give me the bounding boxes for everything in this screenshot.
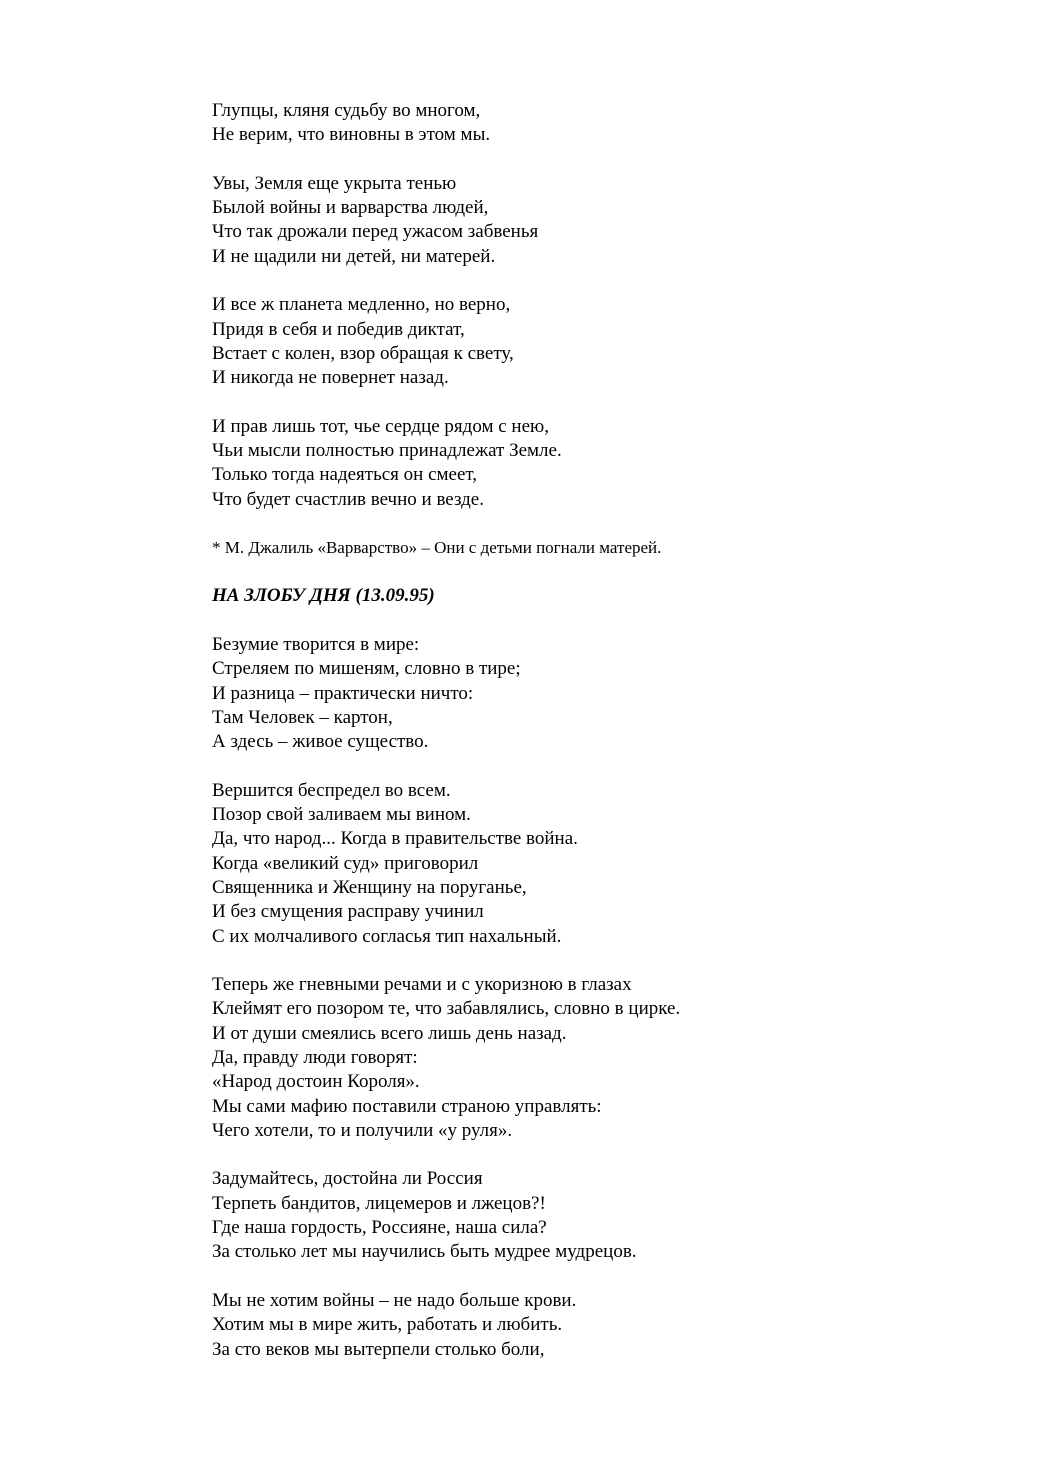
poem-line: Мы сами мафию поставили страною управлять: <box>212 1095 602 1117</box>
poem-line: И прав лишь тот, чье сердце рядом с нею, <box>212 415 549 437</box>
stanza <box>212 1167 972 1264</box>
poem-line: Былой войны и варварства людей, <box>212 197 489 219</box>
poem-line: Задумайтесь, достойна ли Россия <box>212 1168 483 1190</box>
poem-line: Клеймят его позором те, что забавлялись, словно в цирке. <box>212 998 681 1020</box>
poem-line: Чего хотели, то и получили «у руля». <box>212 1119 513 1141</box>
stanza <box>212 99 972 148</box>
poem-line: Священника и Женщину на поруганье, <box>212 876 527 898</box>
poem-line: Безумие творится в мире: <box>212 633 420 655</box>
poem-line: И разница – практически ничто: <box>212 682 474 704</box>
poem-line: Вершится беспредел во всем. <box>212 779 451 801</box>
poem-line: Мы не хотим войны – не надо больше крови. <box>212 1289 577 1311</box>
poem-line: Там Человек – картон, <box>212 706 393 728</box>
stanza <box>212 415 972 512</box>
poem-line: Хотим мы в мире жить, работать и любить. <box>212 1314 563 1336</box>
poem-line: Терпеть бандитов, лицемеров и лжецов?! <box>212 1192 546 1214</box>
poem-line: Увы, Земля еще укрыта тенью <box>212 172 457 194</box>
stanza <box>212 1289 972 1362</box>
poem-line: Стреляем по мишеням, словно в тире; <box>212 658 521 680</box>
poem-line: За столько лет мы научились быть мудрее мудрецов. <box>212 1241 637 1263</box>
poem-line: Встает с колен, взор обращая к свету, <box>212 342 514 364</box>
poem-line: Не верим, что виновны в этом мы. <box>212 124 491 146</box>
poem-line: Только тогда надеяться он смеет, <box>212 464 478 486</box>
poem-line: Чьи мысли полностью принадлежат Земле. <box>212 440 562 462</box>
poem-line: Да, что народ... Когда в правительстве война. <box>212 828 578 850</box>
poem-line: Когда «великий суд» приговорил <box>212 852 479 874</box>
poem-line: А здесь – живое существо. <box>212 731 429 753</box>
poem-line: Теперь же гневными речами и с укоризною в глазах <box>212 974 632 996</box>
poem-line: Что будет счастлив вечно и везде. <box>212 488 484 510</box>
poem-line: Позор свой заливаем мы вином. <box>212 804 471 826</box>
poem-title: НА ЗЛОБУ ДНЯ (13.09.95) <box>212 585 435 607</box>
poem-line: И все ж планета медленно, но верно, <box>212 294 511 316</box>
poem-line: Где наша гордость, Россияне, наша сила? <box>212 1217 547 1239</box>
poem-line: Что так дрожали перед ужасом забвенья <box>212 221 539 243</box>
page-content <box>212 99 972 1386</box>
poem-line: Придя в себя и победив диктат, <box>212 318 465 340</box>
footnote: * М. Джалиль «Варварство» – Они с детьми погнали матерей. <box>212 538 662 558</box>
stanza <box>212 172 972 269</box>
stanza <box>212 779 972 949</box>
poem-line: «Народ достоин Короля». <box>212 1071 420 1093</box>
poem-line: С их молчаливого согласья тип нахальный. <box>212 925 562 947</box>
poem-line: Глупцы, кляня судьбу во многом, <box>212 100 481 121</box>
poem-line: За сто веков мы вытерпели столько боли, <box>212 1338 545 1360</box>
poem-line: И от души смеялись всего лишь день назад. <box>212 1022 567 1044</box>
stanza <box>212 293 972 390</box>
stanza <box>212 973 972 1143</box>
poem-line: И не щадили ни детей, ни матерей. <box>212 245 496 267</box>
poem-line: Да, правду люди говорят: <box>212 1046 418 1068</box>
poem-line: И никогда не повернет назад. <box>212 367 449 389</box>
stanza <box>212 633 972 754</box>
poem-line: И без смущения расправу учинил <box>212 901 484 923</box>
